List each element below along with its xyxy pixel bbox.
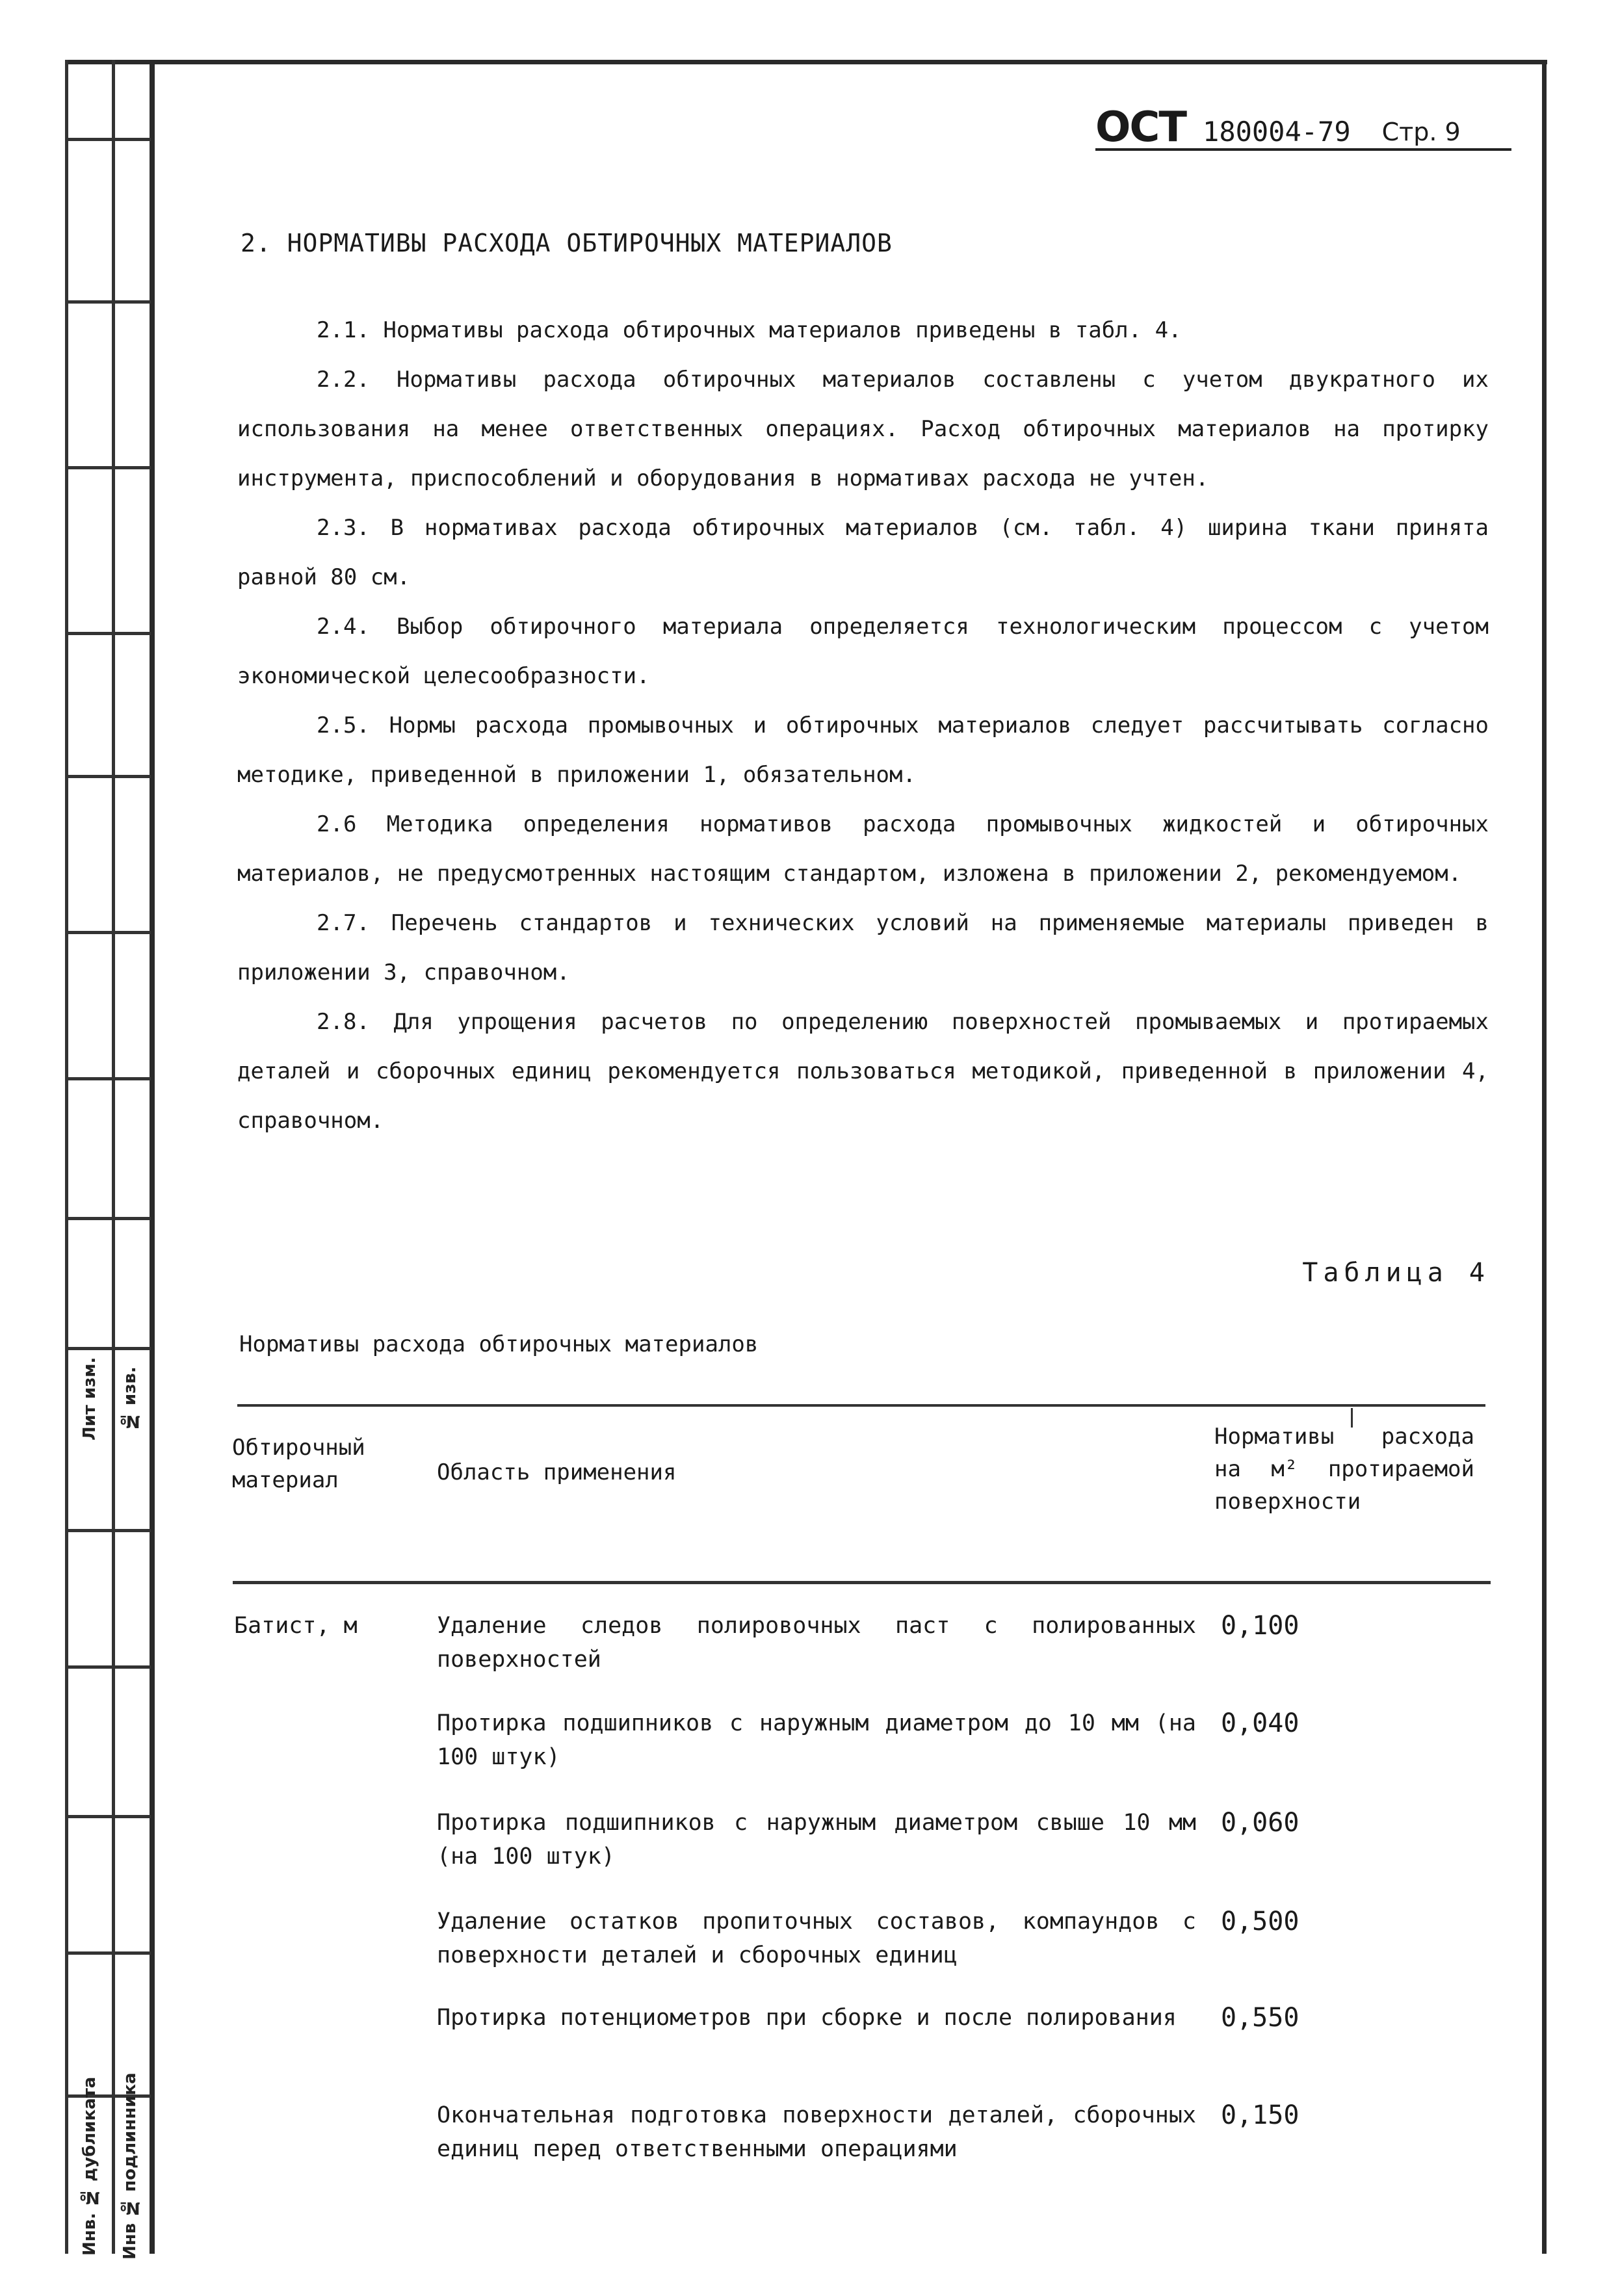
- margin-line: [65, 931, 151, 934]
- margin-line: [65, 60, 68, 2254]
- margin-line: [65, 1951, 151, 1955]
- table-cell-material: Батист, м: [234, 1613, 358, 1639]
- section-title: 2. НОРМАТИВЫ РАСХОДА ОБТИРОЧНЫХ МАТЕРИАЛОВ: [241, 229, 893, 257]
- table-cell-area: Протирка подшипников с наружным диаметром свыше 10 мм (на 100 штук): [437, 1810, 1196, 1870]
- margin-line: [65, 300, 151, 304]
- paragraph: 2.5. Нормы расхода промывочных и обтирочных материалов следует рассчитывать согласно методике, приведенной в приложении 1, обязательном.: [237, 712, 1489, 788]
- standard-code: 180004-79: [1203, 115, 1351, 148]
- paragraph: 2.8. Для упрощения расчетов по определению поверхностей промываемых и протираемых деталей и сборочных единиц рекомендуется пользоваться методикой, приведенной в приложении 4, справочном.: [237, 1009, 1489, 1134]
- page-frame-top: [65, 60, 1547, 64]
- margin-line: [112, 60, 115, 2254]
- table-header-norm: Нормативы расхода на м² протираемой поверхности: [1214, 1424, 1474, 1515]
- table-cell-value: 0,500: [1221, 1907, 1300, 1937]
- page-number: Стр. 9: [1381, 117, 1461, 146]
- margin-label-inv-podl: Инв № подлинника: [120, 2072, 140, 2260]
- margin-line: [65, 466, 151, 469]
- paragraph: 2.1. Нормативы расхода обтирочных материалов приведены в табл. 4.: [317, 317, 1182, 343]
- table-title: Нормативы расхода обтирочных материалов: [239, 1331, 759, 1357]
- section-body: [237, 306, 1489, 1145]
- table-cell-area: Протирка потенциометров при сборке и после полирования: [437, 2005, 1177, 2031]
- margin-line: [65, 775, 151, 778]
- table-cell-value: 0,550: [1221, 2003, 1300, 2033]
- margin-line: [65, 1529, 151, 1532]
- table-cell-area: Протирка подшипников с наружным диаметром до 10 мм (на 100 штук): [437, 1710, 1196, 1770]
- table-cell-value: 0,100: [1221, 1611, 1300, 1641]
- paragraph: 2.2. Нормативы расхода обтирочных материалов составлены с учетом двукратного их использования на менее ответственных операциях. Расход обтирочных материалов на протирку инструмента, приспособлений и оборудования в нормативах расхода не учтен.: [237, 367, 1489, 491]
- paragraph: 2.6 Методика определения нормативов расхода промывочных жидкостей и обтирочных материалов, не предусмотренных настоящим стандартом, изложена в приложении 2, рекомендуемом.: [237, 811, 1489, 887]
- table-rule-top: [237, 1404, 1485, 1407]
- ost-mark: ОСТ: [1095, 103, 1186, 151]
- margin-line: [65, 632, 151, 635]
- table-header-area: Область применения: [437, 1459, 677, 1485]
- page-frame-right: [1542, 60, 1547, 2254]
- margin-line: [65, 1665, 151, 1669]
- table-cell-value: 0,060: [1221, 1808, 1300, 1838]
- document-header: [1095, 96, 1511, 151]
- paragraph: 2.4. Выбор обтирочного материала определяется технологическим процессом с учетом экономической целесообразности.: [237, 614, 1489, 689]
- margin-line: [65, 1815, 151, 1818]
- margin-label-lit-izm: Лит изм.: [80, 1357, 99, 1441]
- paragraph: 2.3. В нормативах расхода обтирочных материалов (см. табл. 4) ширина ткани принята равной 80 см.: [237, 515, 1489, 590]
- table-header-material: Обтирочный материал: [232, 1435, 365, 1493]
- table-cell-value: 0,150: [1221, 2100, 1300, 2130]
- paragraph: 2.7. Перечень стандартов и технических условий на применяемые материалы приведен в приложении 3, справочном.: [237, 910, 1489, 985]
- margin-line: [65, 138, 151, 141]
- table-cell-area: Удаление следов полировочных паст с полированных поверхностей: [437, 1613, 1196, 1673]
- margin-label-no-izv: № изв.: [120, 1366, 140, 1431]
- table-rule-header: [233, 1581, 1491, 1584]
- table-cell-area: Окончательная подготовка поверхности деталей, сборочных единиц перед ответственными операциями: [437, 2102, 1196, 2162]
- margin-line: [65, 1077, 151, 1080]
- table-cell-value: 0,040: [1221, 1708, 1300, 1738]
- table-caption: Таблица 4: [1302, 1258, 1490, 1288]
- margin-label-inv-dubl: Инв. № дубликата: [80, 2076, 99, 2256]
- margin-stamp-strip: [65, 60, 151, 2260]
- table-cell-area: Удаление остатков пропиточных составов, компаундов с поверхности деталей и сборочных единиц: [437, 1909, 1196, 1968]
- margin-line: [65, 1217, 151, 1220]
